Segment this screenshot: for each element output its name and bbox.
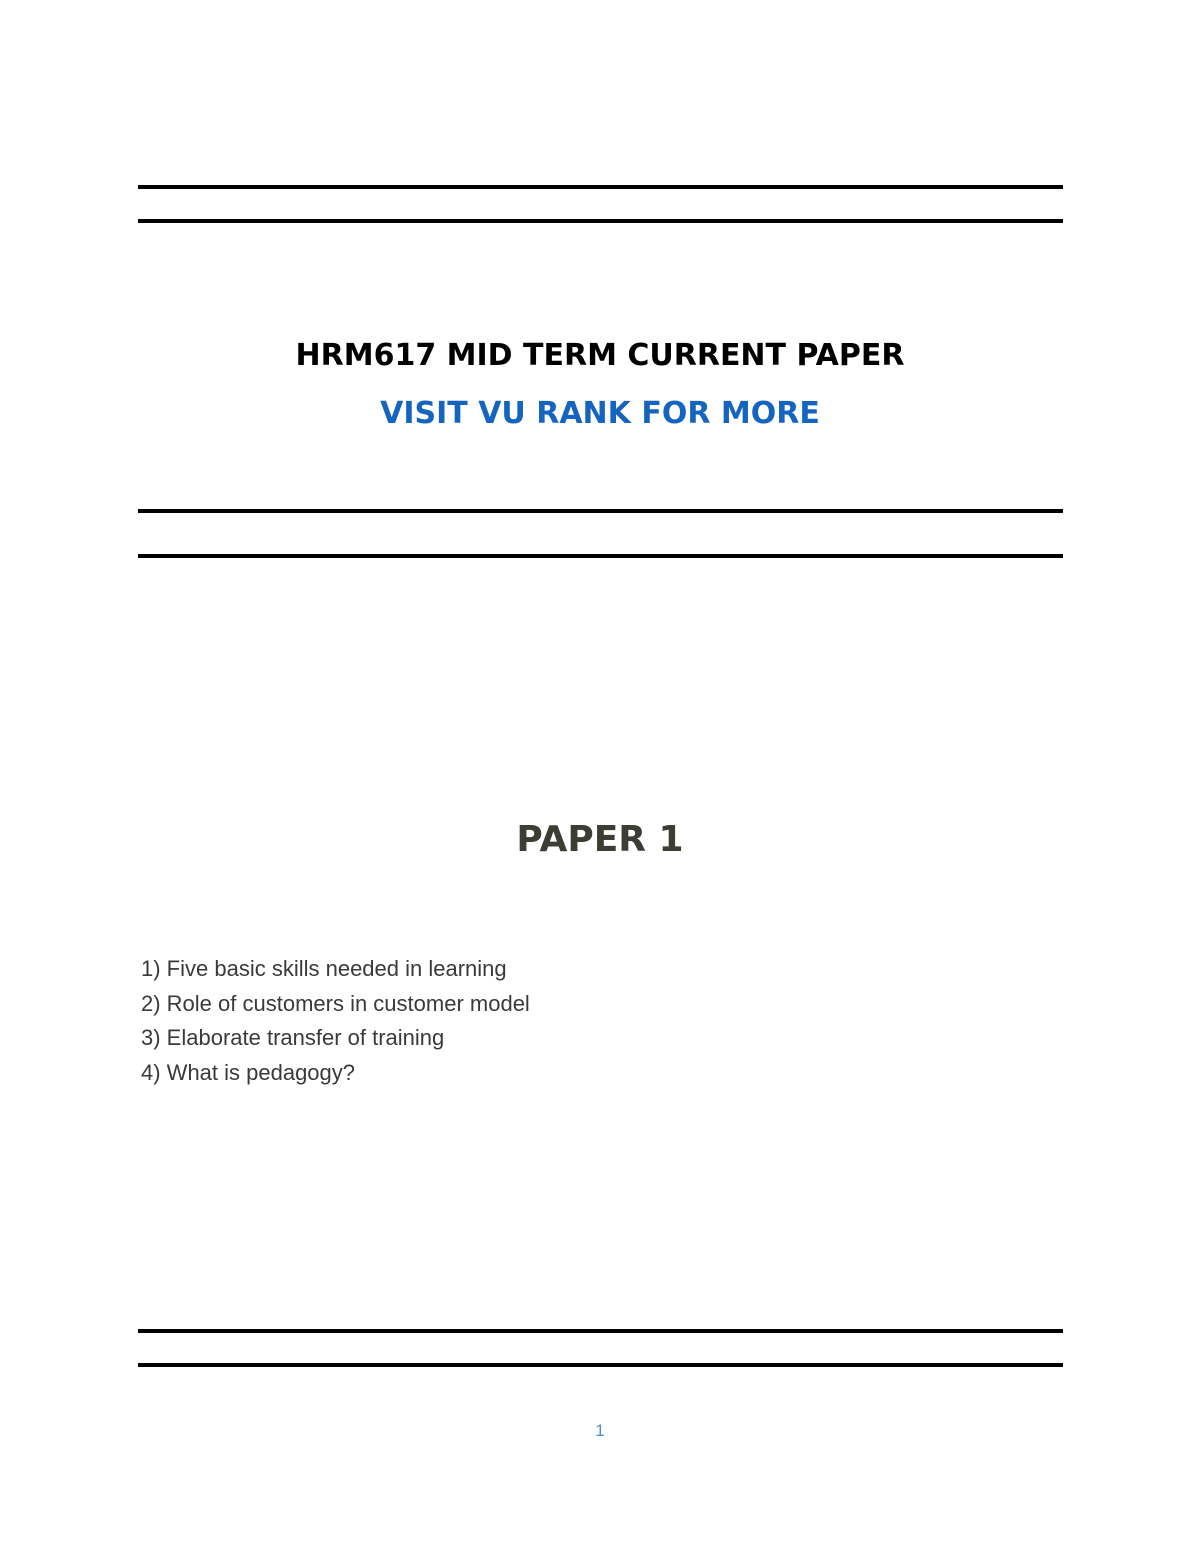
question-item: 3) Elaborate transfer of training — [141, 1025, 445, 1050]
bottom-rule-1 — [138, 1329, 1063, 1333]
middle-rule-2 — [138, 554, 1063, 558]
middle-rule-1 — [138, 509, 1063, 513]
top-rule-1 — [138, 185, 1063, 189]
visit-link-text: VISIT VU RANK FOR MORE — [380, 396, 820, 431]
question-item: 1) Five basic skills needed in learning — [141, 956, 507, 981]
bottom-rule-2 — [138, 1363, 1063, 1367]
question-item: 4) What is pedagogy? — [141, 1059, 356, 1085]
document-title: HRM617 MID TERM CURRENT PAPER — [295, 338, 905, 373]
paper-heading: PAPER 1 — [516, 819, 684, 860]
question-item: 2) Role of customers in customer model — [141, 990, 530, 1016]
page-number: 1 — [595, 1421, 605, 1440]
top-rule-2 — [138, 219, 1063, 223]
question-list — [141, 952, 530, 1090]
